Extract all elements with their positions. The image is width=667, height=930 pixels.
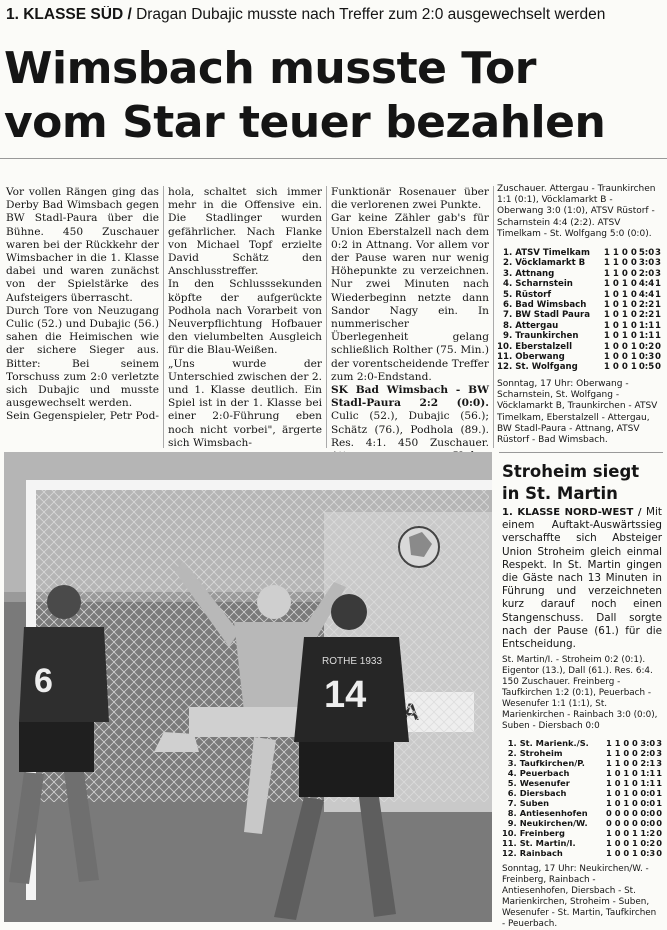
table-cell-points: 1 (656, 778, 662, 789)
table-row (502, 758, 662, 768)
table-cell-goals: 1:1 (638, 320, 655, 331)
table-cell-rank: 12. (497, 362, 513, 373)
table-cell-points: 1 (655, 279, 661, 290)
paragraph: hola, schaltet sich immer mehr in die Offensive ein. Die Stadlinger wurden gefährlicher. Nach Flanke von Michael Topf erzielte David Schätz den Anschlusstreffer. (168, 186, 322, 278)
table-cell-points: 3 (656, 758, 662, 769)
table-cell-points: 0 (656, 808, 662, 819)
table-cell-points: 0 (655, 362, 661, 373)
table-cell-team: Oberwang (515, 352, 565, 363)
table-cell-record: 0 0 0 0 (606, 808, 638, 819)
table-cell-record: 1 1 0 0 (603, 258, 637, 269)
table-cell-goals: 2:0 (640, 748, 656, 759)
table-cell-team: BW Stadl Paura (515, 310, 590, 321)
side-divider (499, 452, 663, 453)
paragraph: Gar keine Zähler gab's für Union Eberstalzell nach dem 0:2 in Attnang. Vor allem vor der Pause waren nur wenig Höhepunkte zu verzeichnen. Nur zwei Minuten nach Wiederbeginn netzte dann Sandor Nagy ein. In nummerischer Überlegenheit gelang schließlich Rolther (75. Min.) der vorentscheidende Treffer zum 2:0-Endstand. (331, 212, 489, 383)
side-headline-line-1: Stroheim siegt (502, 462, 640, 481)
side-subhead: 1. KLASSE NORD-WEST / (502, 507, 642, 518)
table-row (502, 748, 662, 758)
table-row (502, 828, 662, 838)
side-article (502, 506, 662, 930)
table-cell-team: Eberstalzell (515, 341, 573, 352)
column-separator (493, 186, 494, 448)
kicker-subtitle: Dragan Dubajic musste nach Treffer zum 2:0 ausgewechselt werden (136, 6, 606, 23)
table-cell-goals: 0:3 (640, 848, 656, 859)
table-cell-points: 1 (655, 320, 661, 331)
table-row (497, 290, 661, 300)
table-cell-rank: 2. (507, 748, 517, 759)
table-cell-team: St. Martin/I. (519, 838, 576, 849)
table-row (502, 788, 662, 798)
table-cell-rank: 12. (502, 848, 517, 859)
table-cell-goals: 1:1 (638, 331, 655, 342)
table-cell-record: 1 0 1 0 (606, 788, 638, 799)
side-fixtures: Sonntag, 17 Uhr: Neukirchen/W. - Freinberg, Rainbach - Antiesenhofen, Diersbach - St. Marienkirchen, Stroheim - Suben, Wesenufer - St. Martin, Taufkirchen - Peuerbach. (502, 864, 657, 930)
table-cell-rank: 7. (507, 798, 517, 809)
table-cell-record: 1 0 0 1 (606, 838, 638, 849)
table-cell-team: Vöcklamarkt B (515, 258, 586, 269)
table-cell-points: 0 (655, 341, 661, 352)
table-cell-team: St. Marienk./S. (519, 738, 589, 749)
paragraph: Durch Tore von Neuzugang Culic (52.) und Dubajic (56.) sahen die Heimischen wie der sichere Sieger aus. Bitter: Bei seinem Torschuss zum 2:0 verletzte sich Dubajic und musste ausgewechselt werden. (6, 304, 159, 410)
table-cell-record: 1 1 0 0 (603, 268, 637, 279)
table-cell-team: Bad Wimsbach (515, 300, 587, 311)
table-cell-goals: 0:3 (638, 352, 655, 363)
results-fixtures: Sonntag, 17 Uhr: Oberwang - Scharnstein, St. Wolfgang - Vöcklamarkt B, Traunkirchen - ATSV Timelkam, Eberstalzell - Attergau, BW Stadl-Paura - Attnang, ATSV Rüstorf - Bad Wimsbach. (497, 378, 658, 445)
match-photo-illustration (4, 452, 492, 922)
table-cell-rank: 9. (502, 331, 513, 342)
table-cell-points: 0 (656, 818, 662, 829)
table-row (502, 738, 662, 748)
table-cell-points: 1 (656, 798, 662, 809)
column-separator (163, 186, 164, 448)
table-cell-points: 0 (656, 848, 662, 859)
table-cell-rank: 9. (507, 818, 517, 829)
league-table-sued (497, 248, 661, 373)
table-row (497, 362, 661, 372)
table-row (502, 768, 662, 778)
table-cell-points: 3 (655, 258, 661, 269)
table-cell-goals: 4:4 (638, 289, 655, 300)
paragraph: „Uns wurde der Unterschied zwischen der 2. und 1. Klasse deutlich. Ein Spiel ist in der 1. Klasse bei einer 2:0-Führung eben noch nicht vorbei", ärgerte sich Wimsbach- (168, 357, 322, 449)
table-cell-goals: 0:0 (640, 788, 656, 799)
side-results: St. Martin/I. - Stroheim 0:2 (0:1). Eigentor (13.), Dall (61.). Res. 6:4. 150 Zuschauer. Freinberg - Taufkirchen 1:2 (0:1), Peuerbach - Wesenufer 1:1 (1:1), St. Marienkirchen - Rainbach 3:0 (0:0), Suben - Diersbach 0:0 (502, 655, 658, 732)
table-cell-record: 1 0 1 0 (603, 279, 637, 290)
table-row (502, 808, 662, 818)
table-cell-goals: 0:0 (640, 808, 656, 819)
paragraph: Vor vollen Rängen ging das Derby Bad Wimsbach gegen BW Stadl-Paura über die Bühne. 450 Zuschauer waren bei der Rückkehr der Wimsbacher in die 1. Klasse dabei und waren zunächst von der Spielstärke des Aufsteigers überrascht. (6, 186, 159, 304)
table-cell-rank: 8. (502, 320, 513, 331)
table-cell-points: 3 (655, 268, 661, 279)
table-cell-record: 1 1 0 0 (606, 748, 638, 759)
table-cell-team: Rainbach (519, 848, 563, 859)
table-cell-points: 0 (656, 828, 662, 839)
table-cell-team: Traunkirchen (515, 331, 579, 342)
table-cell-team: St. Wolfgang (515, 362, 578, 373)
table-cell-record: 1 0 1 0 (603, 310, 637, 321)
table-cell-goals: 1:1 (640, 778, 656, 789)
table-cell-team: Diersbach (519, 788, 567, 799)
table-cell-team: Attergau (515, 320, 559, 331)
table-cell-record: 1 1 0 0 (606, 738, 638, 749)
result-teams: SK Bad Wimsbach - BW Stadl-Paura 2:2 (0:0). (331, 384, 489, 410)
table-cell-goals: 0:0 (640, 818, 656, 829)
table-cell-rank: 5. (507, 778, 517, 789)
table-cell-rank: 7. (502, 310, 513, 321)
table-row (502, 818, 662, 828)
table-cell-team: Attnang (515, 268, 555, 279)
match-photo (4, 452, 492, 922)
table-cell-goals: 0:2 (638, 341, 655, 352)
table-cell-rank: 1. (502, 248, 513, 259)
table-cell-goals: 2:0 (638, 268, 655, 279)
table-cell-goals: 0:5 (638, 362, 655, 373)
table-cell-team: Antiesenhofen (519, 808, 588, 819)
table-row (502, 778, 662, 788)
table-cell-rank: 2. (502, 258, 513, 269)
table-cell-rank: 4. (507, 768, 517, 779)
table-cell-points: 1 (655, 289, 661, 300)
table-cell-record: 1 0 1 0 (603, 289, 637, 300)
table-cell-goals: 1:2 (640, 828, 656, 839)
table-cell-rank: 5. (502, 289, 513, 300)
table-cell-record: 1 0 0 1 (603, 341, 637, 352)
table-cell-rank: 3. (502, 268, 513, 279)
table-cell-record: 1 0 0 1 (603, 352, 637, 363)
result-details: Culic (52.), Dubajic (56.); Schätz (76.), Podhola (89.). Res. 4:1. 450 Zuschauer. (331, 410, 489, 449)
table-cell-goals: 2:1 (640, 758, 656, 769)
article-column-2 (168, 186, 322, 450)
table-row (502, 798, 662, 808)
results-intro: Zuschauer. Attergau - Traunkirchen 1:1 (0:1), Vöcklamarkt B - Oberwang 3:0 (1:0), ATSV Rüstorf - Scharnstein 4:4 (2:2). ATSV Timelkam - St. Wolfgang 5:0 (0:0). (497, 184, 656, 239)
side-headline (502, 461, 662, 505)
article-column-3 (331, 186, 489, 476)
side-lead (502, 506, 662, 651)
table-cell-team: Freinberg (519, 828, 565, 839)
kicker-category: 1. KLASSE SÜD / (6, 6, 132, 23)
table-cell-record: 1 0 0 1 (603, 362, 637, 373)
table-row (502, 838, 662, 848)
table-cell-record: 1 0 1 0 (603, 331, 637, 342)
table-cell-rank: 1. (507, 738, 517, 749)
table-cell-team: Taufkirchen/P. (519, 758, 585, 769)
table-cell-points: 0 (656, 838, 662, 849)
table-cell-team: Scharnstein (515, 279, 573, 290)
table-cell-rank: 3. (507, 758, 517, 769)
table-cell-record: 0 0 0 0 (606, 818, 638, 829)
headline-line-2: vom Star teuer bezahlen (4, 97, 606, 148)
table-row (497, 352, 661, 362)
table-cell-goals: 2:2 (638, 300, 655, 311)
side-lead-text: Mit einem Auftakt-Auswärtssieg verschaffte sich Absteiger Union Stroheim gleich einmal Respekt. In St. Martin gingen die Gäste nach 13 Minuten in Führung und verzeichneten kurz darauf noch einen Stangenschuss. Dall sorgte nach der Pause (61.) für die Entscheidung. (502, 506, 662, 651)
table-cell-record: 1 0 0 1 (606, 848, 638, 859)
headline-line-1: Wimsbach musste Tor (4, 43, 536, 94)
table-row (497, 321, 661, 331)
table-cell-team: ATSV Timelkam (515, 248, 590, 259)
table-cell-team: Wesenufer (519, 778, 570, 789)
league-table-nord-west (502, 738, 662, 858)
table-cell-rank: 4. (502, 279, 513, 290)
table-cell-record: 1 0 1 0 (603, 320, 637, 331)
table-cell-team: Stroheim (519, 748, 563, 759)
table-cell-points: 1 (655, 300, 661, 311)
table-row (502, 848, 662, 858)
table-cell-record: 1 0 1 0 (603, 300, 637, 311)
table-row (497, 310, 661, 320)
results-column (497, 184, 661, 446)
table-cell-rank: 8. (507, 808, 517, 819)
table-cell-record: 1 0 1 0 (606, 778, 638, 789)
table-cell-points: 3 (656, 748, 662, 759)
table-cell-points: 1 (656, 768, 662, 779)
table-cell-points: 1 (655, 331, 661, 342)
table-cell-team: Suben (519, 798, 550, 809)
table-row (497, 331, 661, 341)
table-cell-team: Peuerbach (519, 768, 570, 779)
table-cell-goals: 2:2 (638, 310, 655, 321)
article-kicker (6, 6, 661, 28)
table-cell-points: 0 (655, 352, 661, 363)
column-separator (326, 186, 327, 448)
jersey-sponsor-right: ROTHE 1933 (321, 656, 383, 667)
jersey-number-left: 6 (34, 662, 53, 700)
article-column-1 (6, 186, 159, 424)
table-cell-goals: 0:2 (640, 838, 656, 849)
table-cell-record: 1 1 0 0 (606, 758, 638, 769)
side-headline-line-2: in St. Martin (502, 484, 618, 503)
table-row (497, 258, 661, 268)
table-cell-goals: 3:0 (638, 258, 655, 269)
goal-crossbar (26, 480, 492, 490)
table-cell-record: 1 0 1 0 (606, 798, 638, 809)
jersey-number-right: 14 (324, 674, 367, 716)
table-cell-points: 3 (656, 738, 662, 749)
table-cell-record: 1 1 0 0 (603, 248, 637, 259)
table-row (497, 279, 661, 289)
table-cell-goals: 3:0 (640, 738, 656, 749)
table-cell-points: 3 (655, 248, 661, 259)
paragraph: Sein Gegenspieler, Petr Pod- (6, 410, 159, 423)
table-row (497, 269, 661, 279)
table-cell-rank: 6. (507, 788, 517, 799)
headline-divider (0, 158, 667, 159)
table-cell-goals: 0:0 (640, 798, 656, 809)
headline (4, 42, 664, 150)
paragraph: Funktionär Rosenauer über die verlorenen zwei Punkte. (331, 186, 489, 212)
table-cell-rank: 10. (497, 341, 513, 352)
paragraph: In den Schlusssekunden köpfte der aufgerückte Podhola nach Vorarbeit von Neuverpflichtung Hofbauer den vielumbelten Ausgleich für die Blau-Weißen. (168, 278, 322, 357)
table-cell-team: Neukirchen/W. (519, 818, 588, 829)
table-cell-rank: 11. (497, 352, 513, 363)
table-cell-goals: 1:1 (640, 768, 656, 779)
table-row (497, 342, 661, 352)
table-cell-team: Rüstorf (515, 289, 552, 300)
table-cell-record: 1 0 1 0 (606, 768, 638, 779)
table-cell-record: 1 0 0 1 (606, 828, 638, 839)
table-cell-goals: 4:4 (638, 279, 655, 290)
table-cell-rank: 10. (502, 828, 517, 839)
table-cell-rank: 11. (502, 838, 517, 849)
table-row (497, 300, 661, 310)
table-cell-points: 1 (656, 788, 662, 799)
table-cell-goals: 5:0 (638, 248, 655, 259)
table-row (497, 248, 661, 258)
table-cell-points: 1 (655, 310, 661, 321)
table-cell-rank: 6. (502, 300, 513, 311)
